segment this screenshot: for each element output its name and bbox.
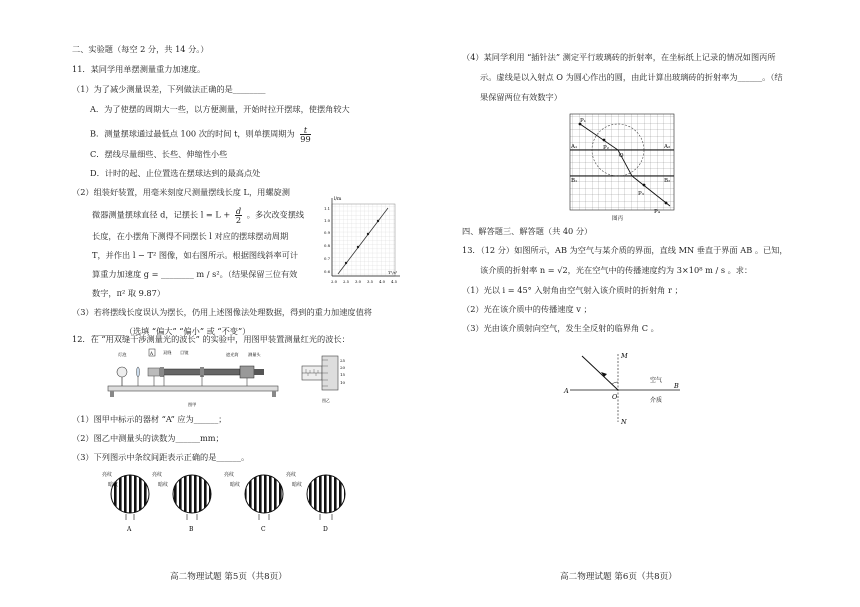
q11-part3-line1: （3）若将摆线长度误认为摆长，仍用上述图像法处理数据，得到的重力加速度值将 bbox=[72, 307, 372, 317]
lamp-icon bbox=[117, 367, 127, 377]
label-n: N bbox=[621, 418, 627, 426]
graph-ytick: 0.7 bbox=[323, 256, 330, 261]
q11-part2-line2-tail: 。多次改变摆线 bbox=[246, 209, 305, 220]
grid-paper bbox=[570, 114, 674, 210]
q11-part1: （1）为了减少测量误差，下列做法正确的是________ bbox=[72, 84, 266, 94]
label-b: B bbox=[674, 382, 679, 390]
label-p4: P₄ bbox=[654, 209, 660, 215]
graph-point bbox=[357, 246, 359, 248]
fringe-options-figure bbox=[104, 466, 364, 536]
q13-sub2: （2）光在该介质中的传播速度 v ； bbox=[462, 304, 592, 314]
q11-part2-line2 bbox=[92, 207, 304, 224]
fraction-numerator: d bbox=[235, 206, 242, 216]
q13-line1: 13．（12 分）如图所示，AB 为空气与某介质的界面，直线 MN 垂直于界面 AB 。已知， bbox=[462, 245, 788, 255]
refraction-diagram bbox=[560, 348, 690, 428]
label-medium: 介质 bbox=[650, 397, 663, 404]
pin-method-grid-figure bbox=[566, 110, 676, 222]
graph-ytick: 0.8 bbox=[323, 243, 330, 248]
graph-xtick: 4.0 bbox=[378, 279, 386, 284]
component-a bbox=[148, 368, 160, 376]
figure-bing-caption: 图丙 bbox=[612, 216, 624, 222]
graph-point bbox=[377, 220, 379, 222]
lens-icon bbox=[137, 367, 140, 377]
fringe-dark-label: 暗纹 bbox=[108, 482, 119, 488]
fringe-option-c-label: C bbox=[261, 526, 266, 533]
label-p1: P₁ bbox=[580, 118, 586, 124]
label-o: O bbox=[619, 153, 624, 159]
fringe-bright-label: 亮纹 bbox=[224, 472, 235, 478]
q4-line1: （4）某同学利用 “插针法” 测定平行玻璃砖的折射率，在坐标纸上记录的情况如图丙所 bbox=[462, 52, 776, 62]
fraction-denominator: 2 bbox=[235, 215, 242, 226]
micrometer-tick: 15 bbox=[340, 372, 346, 377]
graph-ytick: 1.0 bbox=[323, 218, 330, 223]
q11-part3-line2: ________（选填 “偏大” “偏小” 或 “不变”） bbox=[92, 326, 251, 336]
fringe-bright-label: 亮纹 bbox=[152, 472, 163, 478]
l-t2-graph bbox=[318, 194, 402, 290]
measuring-head bbox=[240, 366, 254, 378]
fraction-t-99 bbox=[300, 126, 310, 143]
label-b1: B₁ bbox=[571, 178, 578, 184]
q11-part2-line1: （2）组装好装置，用毫米刻度尺测量摆线长度 L，用螺旋测 bbox=[72, 187, 290, 197]
section-heading-solve: 四、解答题三、解答题（共 40 分） bbox=[462, 226, 593, 236]
q11-option-b-text: B．测量摆球通过最低点 100 次的时间 t，则单摆周期为 bbox=[90, 128, 295, 139]
label-a2: A₂ bbox=[664, 144, 671, 150]
fringe-option-b[interactable] bbox=[152, 471, 212, 533]
q11-part2-line2-text: 微器测量摆球直径 d，记摆长 l = L + bbox=[92, 209, 231, 220]
fringe-option-d-label: D bbox=[323, 526, 328, 533]
label-p2: P₂ bbox=[603, 145, 609, 151]
fringe-option-d[interactable] bbox=[286, 471, 346, 533]
q11-option-a: A．为了使摆的周期大一些，以方便测量，开始时拉开摆球，使摆角较大 bbox=[90, 104, 350, 114]
section-heading-experiment: 二、实验题（每空 2 分，共 14 分。） bbox=[72, 44, 209, 54]
q13-line2: 该介质的折射率 n = √2，光在空气中的传播速度约为 3×10⁸ m / s 。求： bbox=[480, 265, 753, 275]
q11-part2-line4: T，并作出 l − T² 图像，如右图所示。根据图线斜率可计 bbox=[92, 250, 299, 260]
right-page-footer: 高二物理试题 第6页（共8页） bbox=[560, 572, 677, 582]
micrometer-tick: 10 bbox=[340, 380, 346, 385]
graph-xtick: 4.5 bbox=[390, 279, 398, 284]
q11-stem: 11．某同学用单摆测量重力加速度。 bbox=[72, 64, 206, 74]
fraction-d-2 bbox=[235, 207, 242, 224]
graph-xtick: 3.0 bbox=[354, 279, 362, 284]
label-a: A bbox=[564, 387, 569, 395]
figure-yi-caption: 图乙 bbox=[322, 398, 330, 403]
micrometer-figure bbox=[300, 348, 362, 406]
q13-sub3: （3）光由该介质射向空气，发生全反射的临界角 C 。 bbox=[462, 323, 659, 333]
fraction-denominator: 99 bbox=[300, 134, 311, 145]
q12-sub2: （2）图乙中测量头的读数为______mm； bbox=[72, 433, 224, 443]
graph-point bbox=[367, 233, 369, 235]
graph-xtick: 2.0 bbox=[330, 279, 338, 284]
graph-ytick: 0.9 bbox=[323, 230, 330, 235]
label-measuring-head: 测量头 bbox=[248, 352, 261, 357]
label-air: 空气 bbox=[650, 377, 663, 384]
figure-jia-caption: 图甲 bbox=[188, 402, 197, 407]
fringe-dark-label: 暗纹 bbox=[230, 482, 241, 488]
q11-part2-line3: 长度，在小摆角下测得不同摆长 l 对应的摆球摆动周期 bbox=[92, 231, 289, 241]
left-page-footer: 高二物理试题 第5页（共8页） bbox=[170, 572, 287, 582]
micrometer-tick: 25 bbox=[340, 358, 346, 363]
graph-point bbox=[345, 262, 347, 264]
optical-bench bbox=[108, 386, 278, 391]
q11-option-c: C．摆线尽量细些、长些、伸缩性小些 bbox=[90, 149, 228, 159]
q11-option-d: D．计时的起、止位置选在摆球达到的最高点处 bbox=[90, 168, 261, 178]
fraction-numerator: t bbox=[300, 126, 310, 135]
graph-xlabel: T²/s² bbox=[388, 270, 398, 275]
label-m: M bbox=[621, 352, 628, 360]
label-p3: P₃ bbox=[638, 191, 644, 197]
q12-sub3: （3）下列图示中条纹间距表示正确的是______。 bbox=[72, 452, 250, 462]
q11-part2-line6: 数字，π² 取 9.87） bbox=[92, 288, 166, 298]
label-b2: B₂ bbox=[664, 178, 671, 184]
label-a: A bbox=[150, 351, 154, 356]
fringe-bright-label: 亮纹 bbox=[102, 472, 113, 478]
fringe-option-c[interactable] bbox=[224, 471, 284, 533]
graph-xtick: 3.5 bbox=[366, 279, 374, 284]
q12-sub1: （1）图甲中标示的器材 “A” 应为______； bbox=[72, 414, 227, 424]
q11-part2-line5: 算重力加速度 g = ________ m / s²。（结果保留三位有效 bbox=[92, 269, 298, 279]
q12-stem: 12．在 “用双缝干涉测量光的波长” 的实验中，用图甲装置测量红光的波长： bbox=[72, 334, 350, 344]
fringe-option-a-label: A bbox=[127, 526, 132, 533]
incident-ray bbox=[582, 356, 618, 390]
label-double-slit: 双缝 bbox=[163, 350, 172, 355]
label-o: O bbox=[612, 393, 618, 401]
label-a1: A₁ bbox=[571, 144, 578, 150]
fringe-bright-label: 亮纹 bbox=[286, 472, 297, 478]
q13-sub1: （1）光以 i = 45° 入射角由空气射入该介质时的折射角 r ； bbox=[462, 285, 683, 295]
graph-xtick: 2.5 bbox=[342, 279, 350, 284]
label-lamp: 灯泡 bbox=[118, 352, 127, 357]
label-shield-tube: 遮光筒 bbox=[226, 352, 239, 357]
fringe-dark-label: 暗纹 bbox=[158, 482, 169, 488]
graph-ytick: 0.6 bbox=[323, 269, 330, 274]
graph-ytick: 1.1 bbox=[323, 206, 330, 211]
q4-line3: 果保留两位有效数字） bbox=[480, 92, 562, 102]
fringe-dark-label: 暗纹 bbox=[292, 482, 303, 488]
q4-line2: 示。虚线是以入射点 O 为圆心作出的圆，由此计算出玻璃砖的折射率为______。（结 bbox=[480, 72, 783, 82]
label-eyepiece: 目镜 bbox=[180, 350, 189, 355]
graph-ylabel: l/m bbox=[334, 197, 342, 202]
micrometer-tick: 20 bbox=[340, 365, 346, 370]
q11-option-b bbox=[90, 126, 311, 143]
double-slit-apparatus-figure bbox=[100, 344, 290, 410]
fringe-option-b-label: B bbox=[189, 526, 194, 533]
